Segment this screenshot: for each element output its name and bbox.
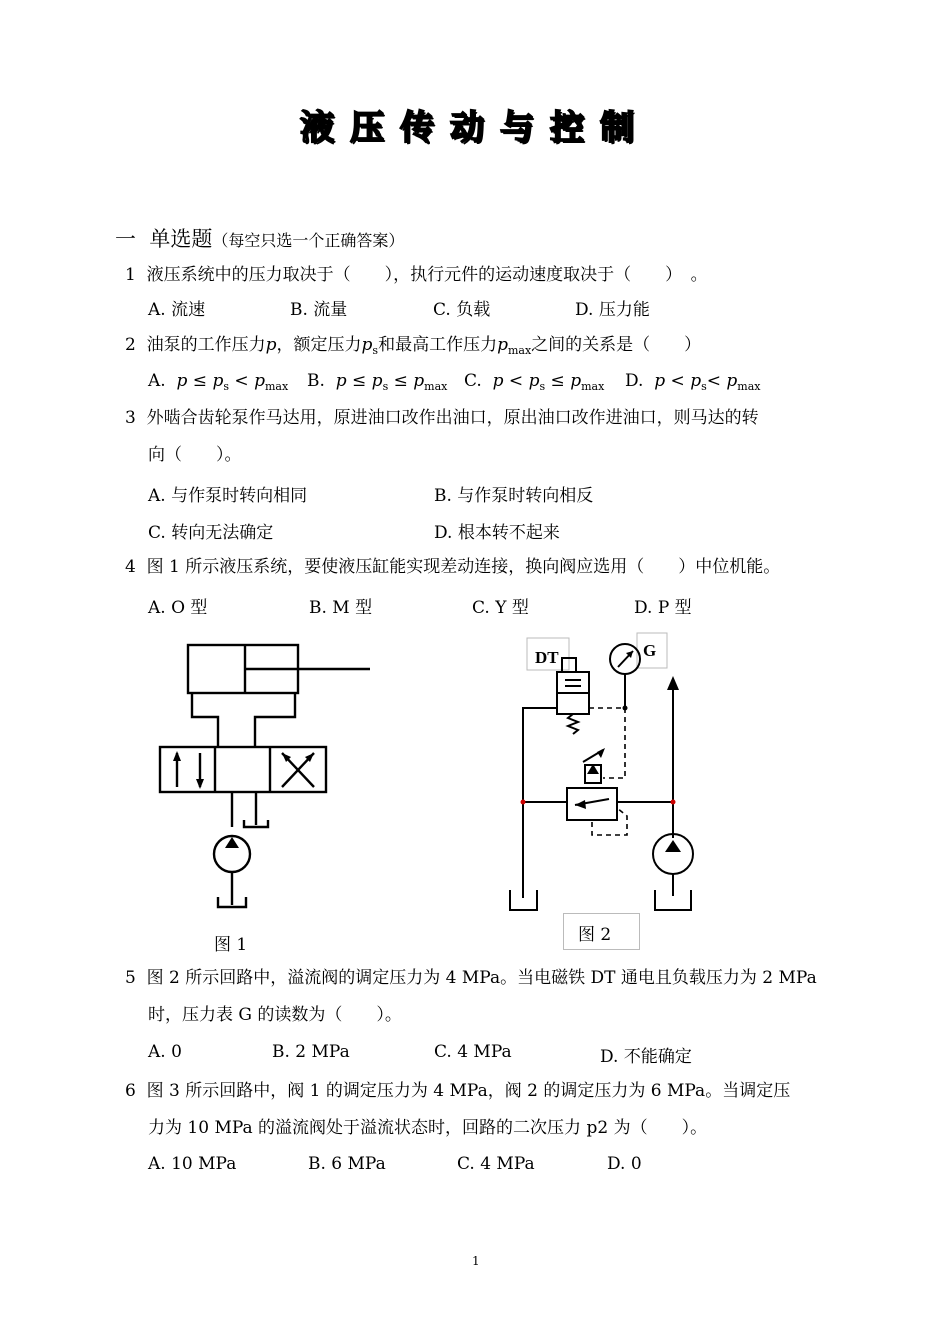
- q4-option-c[interactable]: C. Y 型: [472, 598, 529, 618]
- page-number: 1: [472, 1254, 480, 1268]
- q4-option-a[interactable]: A. O 型: [148, 598, 208, 618]
- q5-option-a[interactable]: A. 0: [148, 1042, 182, 1062]
- question-1: 1 液压系统中的压力取决于（ ），执行元件的运动速度取决于（ ） 。: [125, 265, 708, 285]
- question-6-line-2: 力为 10 MPa 的溢流阀处于溢流状态时，回路的二次压力 p2 为（ ）。: [148, 1118, 708, 1138]
- q6-option-a[interactable]: A. 10 MPa: [148, 1154, 237, 1174]
- figure-1-caption: 图 1: [214, 935, 248, 955]
- section-header: [115, 223, 404, 253]
- directional-valve: [160, 747, 326, 792]
- q5-option-c[interactable]: C. 4 MPa: [434, 1042, 512, 1062]
- q6-option-d[interactable]: D. 0: [607, 1154, 642, 1174]
- q2-option-a[interactable]: A. $p \le p_s < p_{max}$: [148, 371, 289, 393]
- figure-2-diagram: [505, 628, 710, 918]
- question-2: 2 油泵的工作压力p，额定压力$p_s$和最高工作压力$p_{max}$之间的关系是（ ）: [125, 335, 702, 357]
- q6-option-c[interactable]: C. 4 MPa: [457, 1154, 535, 1174]
- question-5: 5 图 2 所示回路中，溢流阀的调定压力为 4 MPa。当电磁铁 DT 通电且负载压力为 2 MPa: [125, 968, 817, 988]
- relief-valve: [567, 788, 617, 820]
- q4-option-b[interactable]: B. M 型: [309, 598, 373, 618]
- q1-option-a[interactable]: A. 流速: [148, 300, 206, 320]
- question-4: 4 图 1 所示液压系统，要使液压缸能实现差动连接，换向阀应选用（ ）中位机能。: [125, 557, 781, 577]
- q1-option-c[interactable]: C. 负载: [433, 300, 491, 320]
- q3-option-c[interactable]: C. 转向无法确定: [148, 523, 274, 543]
- dt-label: DT: [535, 648, 559, 667]
- q2-option-b[interactable]: B. $p \le p_s \le p_{max}$: [307, 371, 448, 393]
- figure-2-caption: 图 2: [578, 925, 612, 945]
- q6-option-b[interactable]: B. 6 MPa: [308, 1154, 386, 1174]
- q3-option-d[interactable]: D. 根本转不起来: [434, 523, 560, 543]
- q2-option-d[interactable]: D. $p < p_s< p_{max}$: [625, 371, 761, 393]
- section-note: （每空只选一个正确答案）: [212, 231, 405, 250]
- question-3-line-2: 向（ ）。: [148, 445, 242, 465]
- q3-option-a[interactable]: A. 与作泵时转向相同: [148, 486, 308, 506]
- q3-option-b[interactable]: B. 与作泵时转向相反: [434, 486, 594, 506]
- question-6: 6 图 3 所示回路中，阀 1 的调定压力为 4 MPa，阀 2 的调定压力为 6 MPa。当调定压: [125, 1081, 791, 1101]
- question-3: 3 外啮合齿轮泵作马达用，原进油口改作出油口，原出油口改作进油口，则马达的转: [125, 408, 759, 428]
- section-number: 一: [115, 227, 136, 251]
- q1-option-d[interactable]: D. 压力能: [575, 300, 650, 320]
- q2-option-c[interactable]: C. $p < p_s \le p_{max}$: [464, 371, 605, 393]
- q5-option-d[interactable]: D. 不能确定: [600, 1047, 692, 1067]
- q5-option-b[interactable]: B. 2 MPa: [272, 1042, 350, 1062]
- section-label: 单选题: [149, 227, 213, 251]
- page-title: 液压传动与控制: [300, 108, 650, 148]
- g-label: G: [643, 641, 657, 660]
- figure-1-diagram: [150, 635, 390, 920]
- question-5-line-2: 时，压力表 G 的读数为（ ）。: [148, 1005, 402, 1025]
- q4-option-d[interactable]: D. P 型: [634, 598, 692, 618]
- q1-option-b[interactable]: B. 流量: [290, 300, 348, 320]
